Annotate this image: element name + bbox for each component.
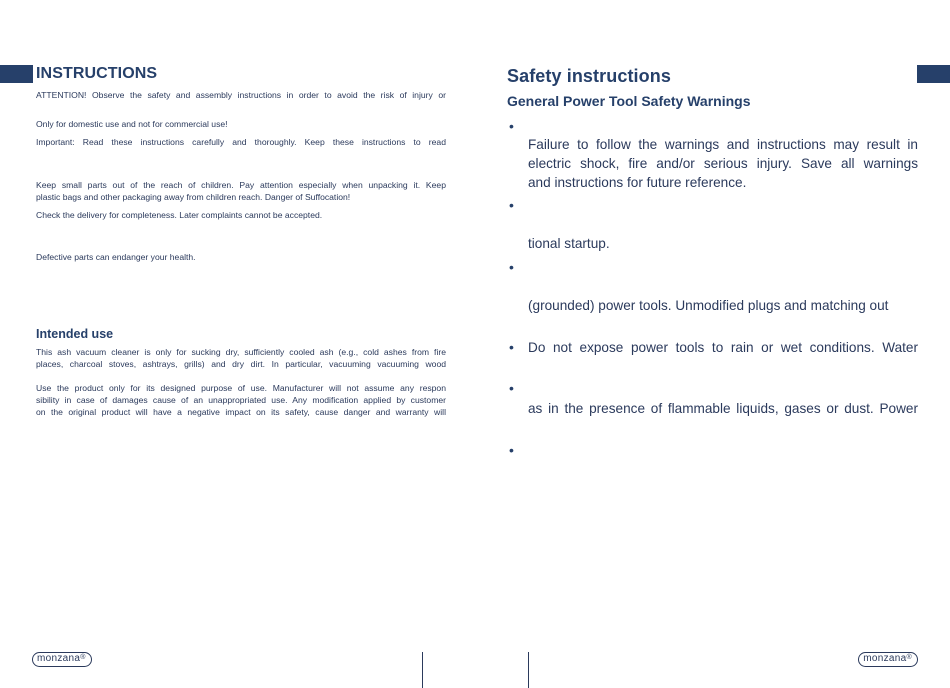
warning-text-line: electric shock, fire and/or serious injury. Save all warnings: [528, 156, 918, 171]
bullet-icon: •: [509, 339, 514, 355]
bullet-icon: •: [509, 259, 514, 275]
delivery-check-line: Check the delivery for completeness. Later complaints cannot be accepted.: [36, 210, 323, 220]
page-divider: [422, 652, 423, 688]
warning-text-line: Do not expose power tools to rain or wet conditions. Water: [528, 340, 918, 355]
bullet-icon: •: [509, 197, 514, 213]
right-page: [475, 0, 950, 688]
domestic-use-line: Only for domestic use and not for commercial use!: [36, 119, 228, 129]
intended-use-line: This ash vacuum cleaner is only for sucking dry, sufficiently cooled ash (e.g., cold ashes from fire: [36, 347, 446, 357]
bullet-icon: •: [509, 380, 514, 396]
intended-use-heading: Intended use: [36, 327, 114, 341]
warning-text-line: and instructions for future reference.: [528, 175, 747, 190]
warning-text-line: Failure to follow the warnings and instructions may result in: [528, 137, 918, 152]
warning-text-line: (grounded) power tools. Unmodified plugs and matching out: [528, 298, 889, 313]
warning-text-line: as in the presence of flammable liquids, gases or dust. Power: [528, 401, 918, 416]
monzana-logo: monzana®: [32, 652, 92, 667]
monzana-logo: monzana®: [858, 652, 918, 667]
bullet-icon: •: [509, 442, 514, 458]
intended-use-line: on the original product will have a negative impact on its safety, cause danger and warranty will: [36, 407, 446, 417]
intended-use-line: sibility in case of damages cause of an unappropriated use. Any modification applied by customer: [36, 395, 446, 405]
important-line: Important: Read these instructions carefully and thoroughly. Keep these instructions to read: [36, 137, 446, 147]
section-tab-marker: [0, 65, 33, 83]
general-warnings-subheading: General Power Tool Safety Warnings: [507, 93, 751, 109]
safety-instructions-heading: Safety instructions: [507, 66, 671, 86]
bullet-icon: •: [509, 118, 514, 134]
suffocation-line: plastic bags and other packaging away from children reach. Danger of Suffocation!: [36, 192, 351, 202]
warning-text-line: tional startup.: [528, 236, 610, 251]
section-tab-marker: [917, 65, 950, 83]
instructions-heading: INSTRUCTIONS: [36, 65, 158, 82]
page-divider: [528, 652, 529, 688]
intended-use-line: Use the product only for its designed purpose of use. Manufacturer will not assume any respon: [36, 383, 446, 393]
small-parts-line: Keep small parts out of the reach of children. Pay attention especially when unpacking it. Keep: [36, 180, 446, 190]
attention-line: ATTENTION! Observe the safety and assembly instructions in order to avoid the risk of injury or: [36, 90, 446, 100]
defective-parts-line: Defective parts can endanger your health.: [36, 252, 196, 262]
intended-use-line: places, charcoal stoves, ashtrays, grills) and dry dirt. In particular, vacuuming vacuuming wood: [36, 359, 446, 369]
